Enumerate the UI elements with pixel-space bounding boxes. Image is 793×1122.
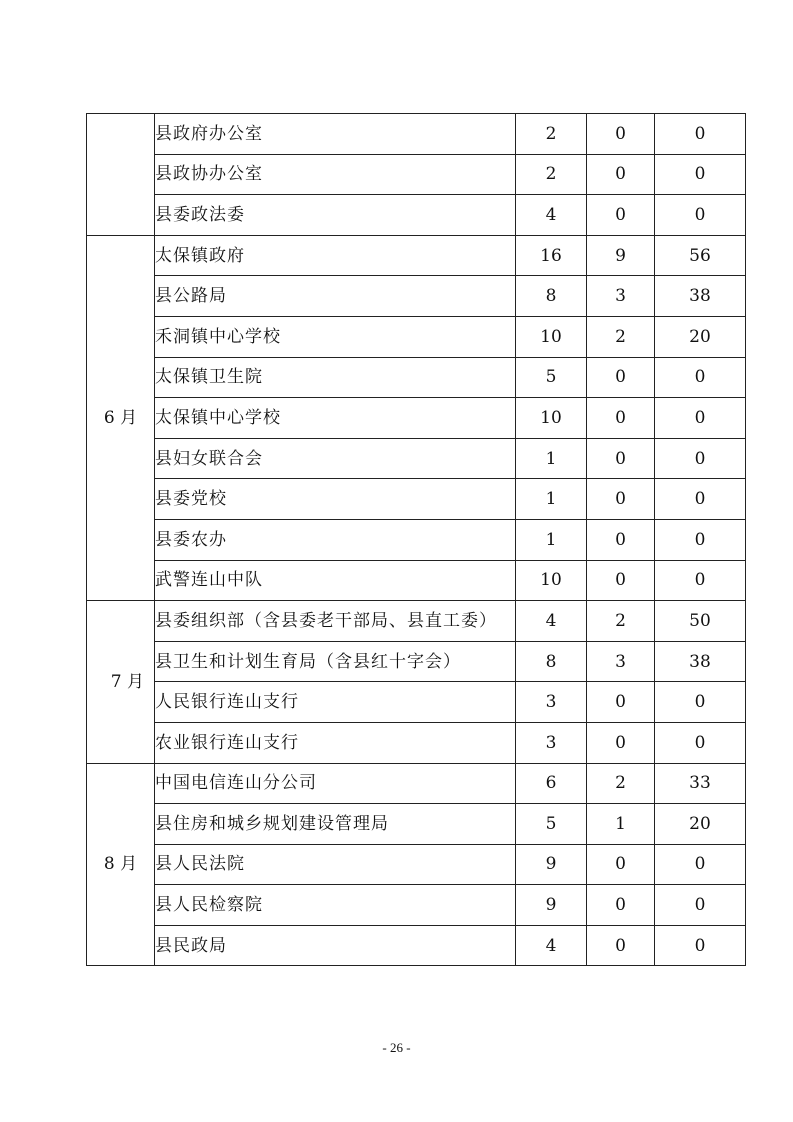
count-cell: 2 <box>516 154 587 195</box>
count-cell: 0 <box>655 519 746 560</box>
count-cell: 16 <box>516 235 587 276</box>
count-cell: 4 <box>516 195 587 236</box>
count-cell: 0 <box>655 885 746 926</box>
unit-name-cell: 太保镇政府 <box>155 235 516 276</box>
table-row <box>87 114 746 155</box>
count-cell: 0 <box>655 844 746 885</box>
count-cell: 8 <box>516 276 587 317</box>
count-cell: 0 <box>655 560 746 601</box>
count-cell: 5 <box>516 804 587 845</box>
unit-name-cell: 太保镇卫生院 <box>155 357 516 398</box>
table-row <box>87 154 746 195</box>
table-row <box>87 763 746 804</box>
count-cell: 0 <box>587 479 655 520</box>
unit-name-cell: 县人民检察院 <box>155 885 516 926</box>
count-cell: 1 <box>516 479 587 520</box>
count-cell: 0 <box>655 195 746 236</box>
month-cell <box>87 114 155 236</box>
count-cell: 0 <box>587 357 655 398</box>
unit-name-cell: 县妇女联合会 <box>155 438 516 479</box>
count-cell: 0 <box>587 925 655 966</box>
page-number: - 26 - <box>382 1040 411 1055</box>
unit-name-cell: 县委党校 <box>155 479 516 520</box>
table-row <box>87 235 746 276</box>
count-cell: 0 <box>655 925 746 966</box>
unit-name-cell: 武警连山中队 <box>155 560 516 601</box>
count-cell: 3 <box>516 722 587 763</box>
count-cell: 9 <box>587 235 655 276</box>
count-cell: 1 <box>587 804 655 845</box>
count-cell: 8 <box>516 641 587 682</box>
count-cell: 0 <box>655 114 746 155</box>
count-cell: 0 <box>655 682 746 723</box>
table-row <box>87 885 746 926</box>
schedule-table <box>86 113 746 966</box>
unit-name-cell: 县委组织部（含县委老干部局、县直工委） <box>155 601 516 642</box>
table-row <box>87 601 746 642</box>
table-row <box>87 844 746 885</box>
table-row <box>87 357 746 398</box>
table-row <box>87 316 746 357</box>
count-cell: 10 <box>516 398 587 439</box>
unit-name-cell: 县委政法委 <box>155 195 516 236</box>
count-cell: 0 <box>587 682 655 723</box>
count-cell: 0 <box>655 479 746 520</box>
count-cell: 1 <box>516 519 587 560</box>
table-row <box>87 276 746 317</box>
count-cell: 0 <box>587 195 655 236</box>
count-cell: 0 <box>587 560 655 601</box>
table-row <box>87 438 746 479</box>
count-cell: 38 <box>655 276 746 317</box>
count-cell: 0 <box>655 154 746 195</box>
unit-name-cell: 县住房和城乡规划建设管理局 <box>155 804 516 845</box>
count-cell: 10 <box>516 316 587 357</box>
count-cell: 0 <box>587 114 655 155</box>
count-cell: 56 <box>655 235 746 276</box>
count-cell: 20 <box>655 804 746 845</box>
month-cell: 8 月 <box>87 763 155 966</box>
table-row <box>87 722 746 763</box>
count-cell: 0 <box>587 885 655 926</box>
count-cell: 9 <box>516 885 587 926</box>
count-cell: 2 <box>587 763 655 804</box>
count-cell: 0 <box>655 722 746 763</box>
count-cell: 20 <box>655 316 746 357</box>
month-cell: 6 月 <box>87 235 155 600</box>
month-cell: 7 月 <box>87 601 155 763</box>
unit-name-cell: 县公路局 <box>155 276 516 317</box>
count-cell: 3 <box>587 641 655 682</box>
unit-name-cell: 县人民法院 <box>155 844 516 885</box>
count-cell: 4 <box>516 601 587 642</box>
unit-name-cell: 太保镇中心学校 <box>155 398 516 439</box>
unit-name-cell: 县政府办公室 <box>155 114 516 155</box>
unit-name-cell: 县民政局 <box>155 925 516 966</box>
table-row <box>87 804 746 845</box>
table-row <box>87 925 746 966</box>
count-cell: 4 <box>516 925 587 966</box>
count-cell: 0 <box>587 519 655 560</box>
count-cell: 3 <box>516 682 587 723</box>
table-row <box>87 479 746 520</box>
count-cell: 2 <box>587 601 655 642</box>
unit-name-cell: 中国电信连山分公司 <box>155 763 516 804</box>
unit-name-cell: 县卫生和计划生育局（含县红十字会） <box>155 641 516 682</box>
unit-name-cell: 农业银行连山支行 <box>155 722 516 763</box>
count-cell: 0 <box>587 154 655 195</box>
unit-name-cell: 县委农办 <box>155 519 516 560</box>
count-cell: 33 <box>655 763 746 804</box>
schedule-table-body <box>87 114 746 966</box>
count-cell: 38 <box>655 641 746 682</box>
count-cell: 0 <box>655 398 746 439</box>
count-cell: 0 <box>587 844 655 885</box>
count-cell: 0 <box>587 438 655 479</box>
count-cell: 50 <box>655 601 746 642</box>
count-cell: 0 <box>587 398 655 439</box>
unit-name-cell: 县政协办公室 <box>155 154 516 195</box>
count-cell: 0 <box>655 357 746 398</box>
unit-name-cell: 人民银行连山支行 <box>155 682 516 723</box>
count-cell: 0 <box>587 722 655 763</box>
table-row <box>87 560 746 601</box>
table-row <box>87 682 746 723</box>
table-row <box>87 398 746 439</box>
count-cell: 1 <box>516 438 587 479</box>
table-row <box>87 195 746 236</box>
count-cell: 0 <box>655 438 746 479</box>
unit-name-cell: 禾洞镇中心学校 <box>155 316 516 357</box>
count-cell: 2 <box>516 114 587 155</box>
table-row <box>87 519 746 560</box>
count-cell: 9 <box>516 844 587 885</box>
count-cell: 3 <box>587 276 655 317</box>
count-cell: 2 <box>587 316 655 357</box>
count-cell: 6 <box>516 763 587 804</box>
table-row <box>87 641 746 682</box>
count-cell: 5 <box>516 357 587 398</box>
count-cell: 10 <box>516 560 587 601</box>
